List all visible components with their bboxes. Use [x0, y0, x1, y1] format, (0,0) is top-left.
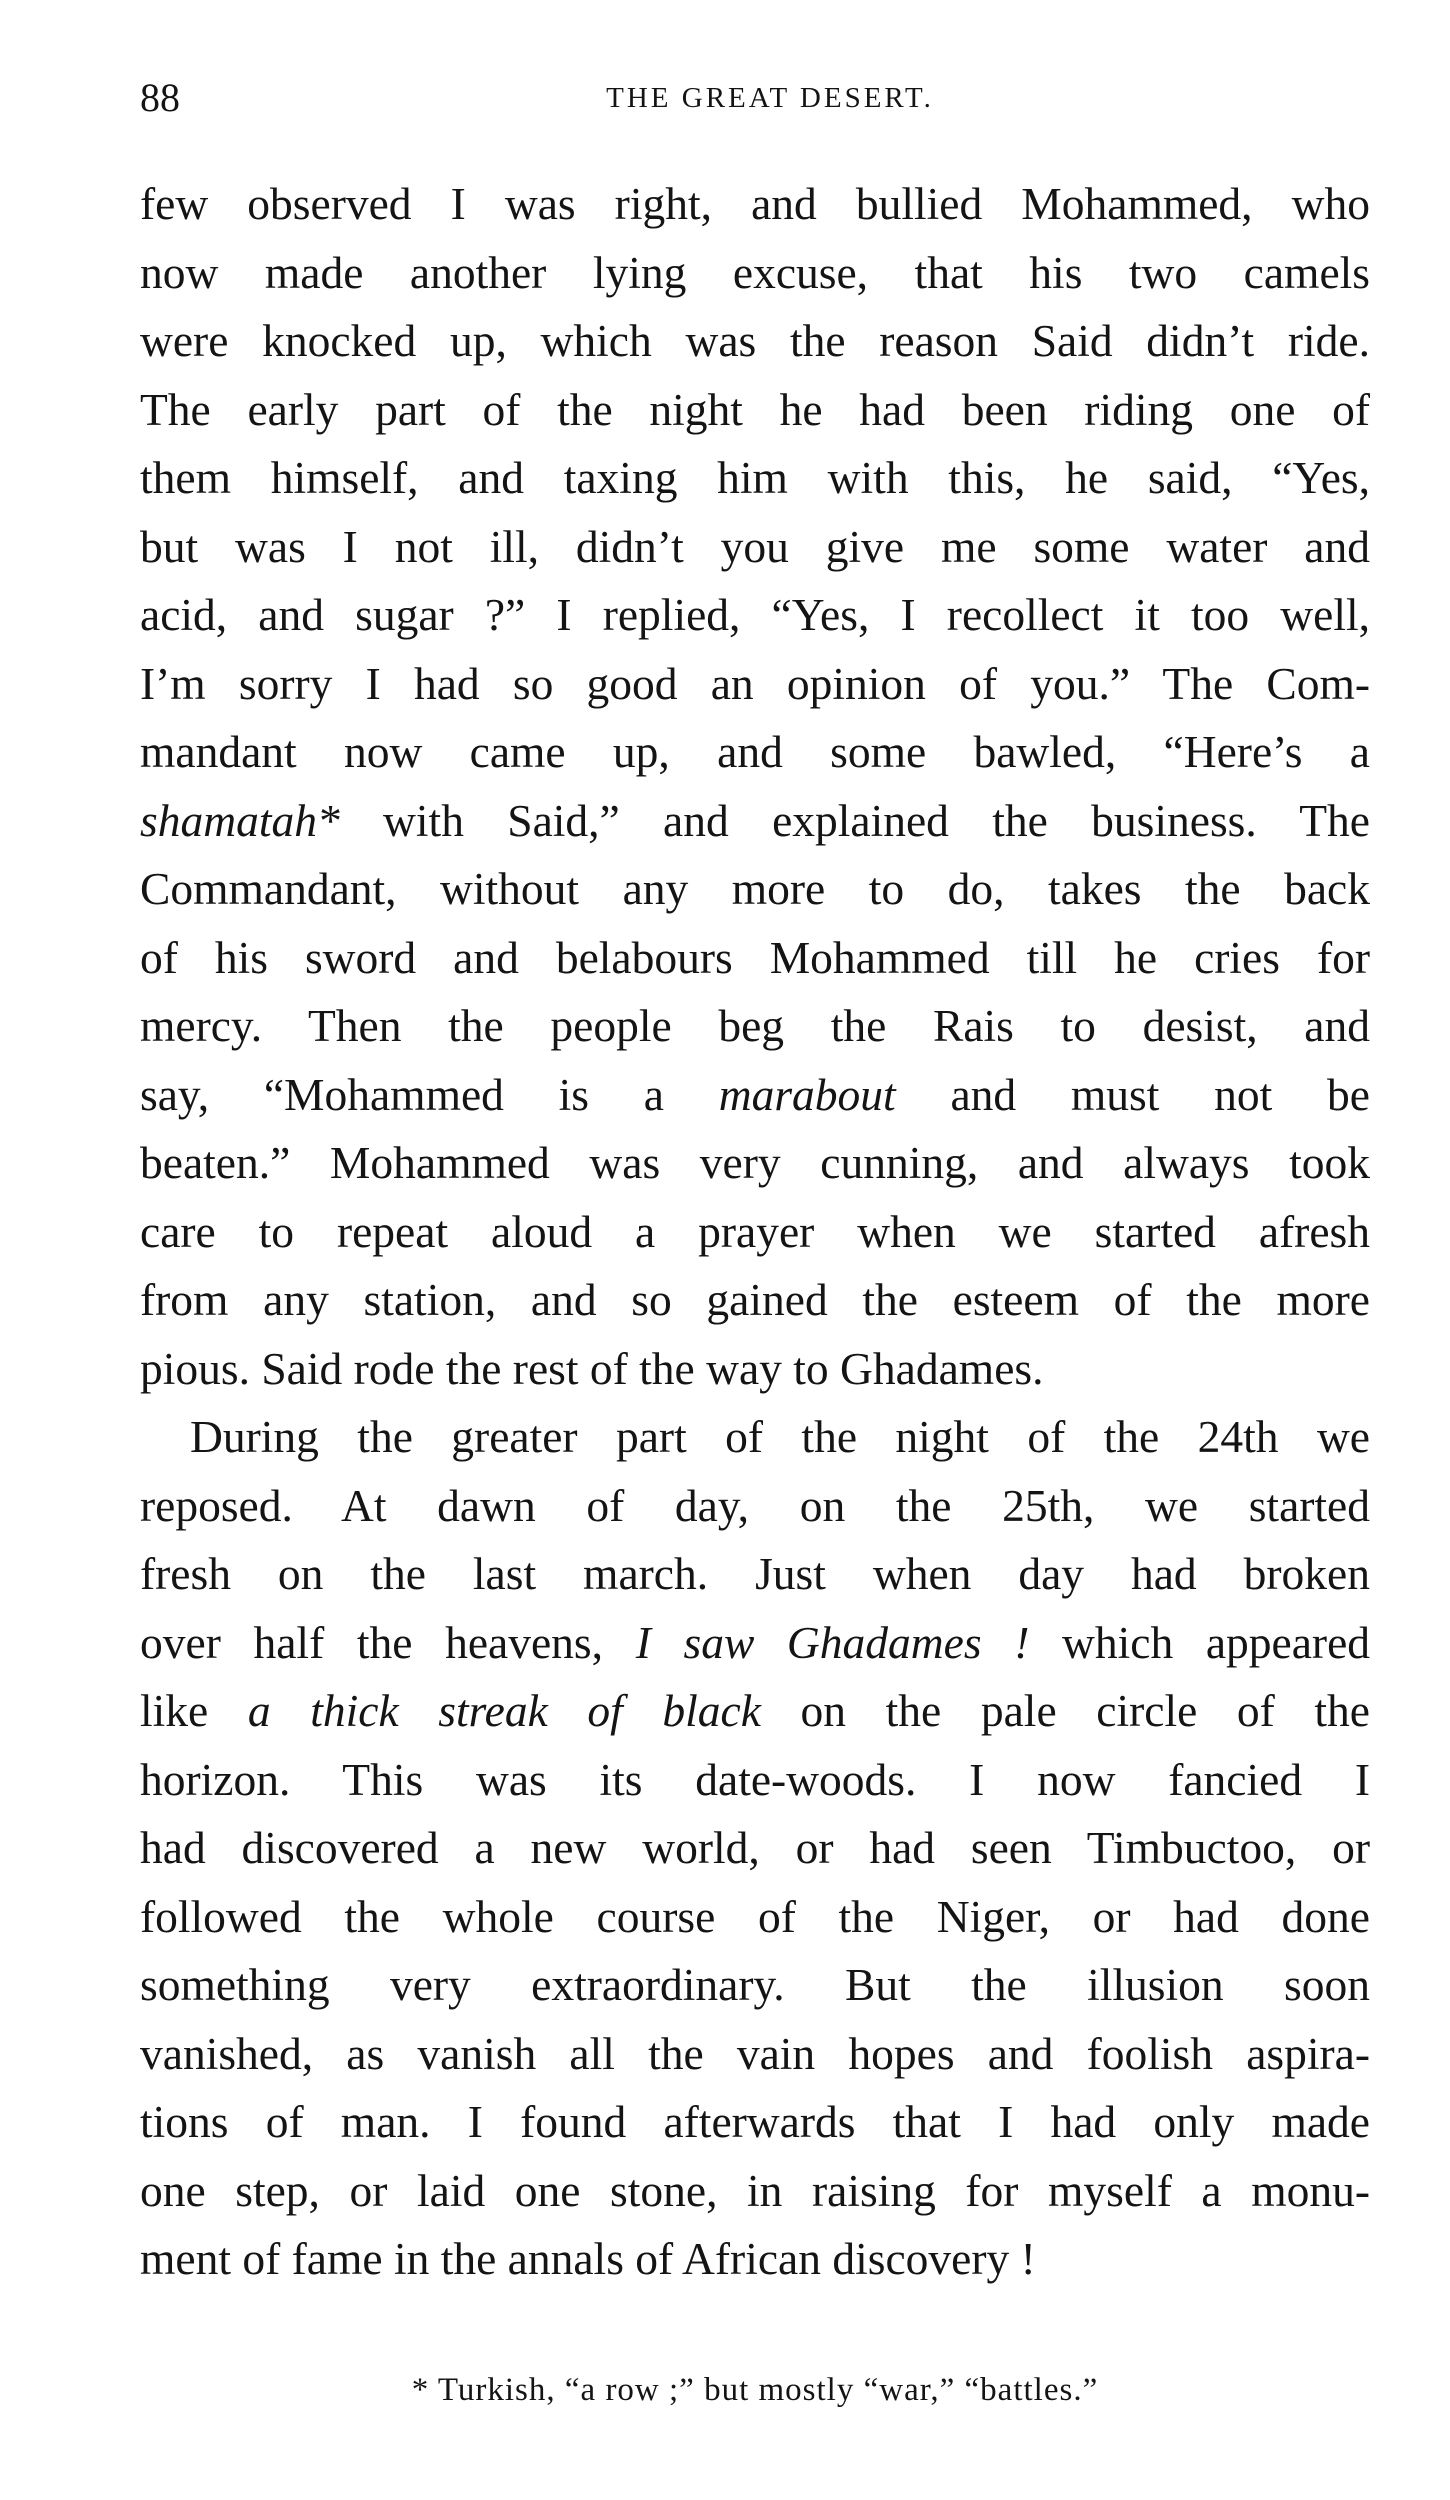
page-number: 88 [140, 75, 180, 120]
body-text [140, 170, 1370, 2294]
italic-phrase: I saw Ghadames ! [635, 1616, 1030, 1668]
text-fragment: with Said,” and explained the business. The [383, 794, 1370, 846]
text-line: The early part of the night he had been riding one of [140, 383, 1370, 435]
text-line [140, 1061, 1370, 1130]
text-line: pious. Said rode the rest of the way to Ghadames. [140, 1342, 1044, 1394]
text-fragment: on the pale circle of the [800, 1685, 1370, 1736]
text-line: ment of fame in the annals of African discovery ! [140, 2233, 1036, 2284]
text-line: care to repeat aloud a prayer when we started afresh [140, 1205, 1370, 1257]
text-line: had discovered a new world, or had seen Timbuctoo, or [140, 1822, 1370, 1873]
text-line: from any station, and so gained the esteem of the more [140, 1274, 1370, 1325]
text-line: now made another lying excuse, that his two camels [140, 246, 1370, 298]
text-fragment: over half the heavens, [140, 1616, 604, 1668]
italic-phrase: a thick streak of black [247, 1685, 761, 1736]
text-fragment: like [140, 1685, 209, 1736]
italic-term: marabout [718, 1068, 896, 1120]
text-line: reposed. At dawn of day, on the 25th, we started [140, 1479, 1370, 1531]
running-title: THE GREAT DESERT. [606, 82, 934, 114]
text-line: of his sword and belabours Mohammed till he cries for [140, 931, 1370, 983]
text-line: but was I not ill, didn’t you give me some water and [140, 520, 1370, 572]
page-header [140, 68, 1370, 128]
text-line: mercy. Then the people beg the Rais to desist, and [140, 1000, 1370, 1051]
italic-term: shamatah* [140, 794, 340, 846]
text-line: them himself, and taxing him with this, he said, “Yes, [140, 452, 1370, 503]
text-fragment: say, “Mohammed is a [140, 1068, 664, 1120]
text-line: vanished, as vanish all the vain hopes and foolish aspira- [140, 2027, 1370, 2079]
text-line: followed the whole course of the Niger, or had done [140, 1890, 1370, 1942]
text-fragment: and must not be [950, 1068, 1371, 1120]
text-line: I’m sorry I had so good an opinion of you.” The Com- [140, 657, 1370, 709]
text-line: acid, and sugar ?” I replied, “Yes, I recollect it too well, [140, 589, 1370, 640]
text-line: During the greater part of the night of the 24th we [190, 1411, 1370, 1462]
text-line [140, 1609, 1370, 1678]
text-line: tions of man. I found afterwards that I had only made [140, 2096, 1370, 2147]
paragraph [140, 170, 1370, 1403]
paragraph [140, 1403, 1370, 2294]
text-line: few observed I was right, and bullied Mohammed, who [140, 178, 1370, 229]
text-line [140, 1677, 1370, 1746]
text-line: horizon. This was its date-woods. I now fancied I [140, 1753, 1370, 1805]
text-line [140, 787, 1370, 856]
text-line: mandant now came up, and some bawled, “Here’s a [140, 726, 1370, 777]
text-line: beaten.” Mohammed was very cunning, and always took [140, 1137, 1370, 1188]
text-line: fresh on the last march. Just when day had broken [140, 1548, 1370, 1599]
text-line: Commandant, without any more to do, takes the back [140, 863, 1370, 914]
text-line: were knocked up, which was the reason Said didn’t ride. [140, 315, 1370, 366]
text-line: something very extraordinary. But the illusion soon [140, 1959, 1370, 2010]
footnote: * Turkish, “a row ;” but mostly “war,” “battles.” [411, 2372, 1099, 2408]
text-line: one step, or laid one stone, in raising for myself a monu- [140, 2164, 1370, 2216]
text-fragment: which appeared [1062, 1616, 1371, 1668]
